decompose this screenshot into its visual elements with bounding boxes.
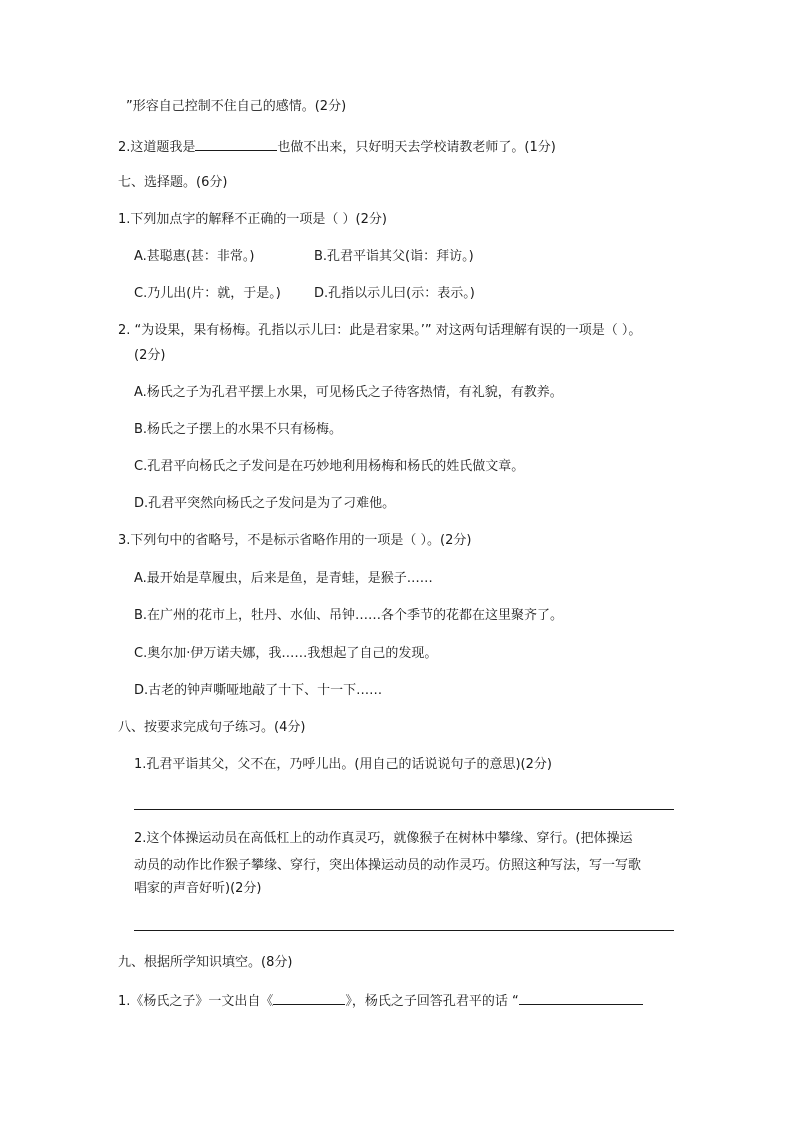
question-text: 1.《杨氏之子》一文出自《 <box>118 994 274 1009</box>
answer-line[interactable] <box>134 809 674 810</box>
fill-blank-question-9-1 <box>118 990 643 1011</box>
choice-option[interactable]: C.奥尔加·伊万诺夫娜，我……我想起了自己的发现。 <box>134 646 438 661</box>
exercise-2-line-2: 动员的动作比作猴子攀缘、穿行，突出体操运动员的动作灵巧。仿照这种写法，写一写歌 <box>134 858 642 873</box>
exercise-2-line-1: 2.这个体操运动员在高低杠上的动作真灵巧，就像猴子在树林中攀缘、穿行。(把体操运 <box>134 831 633 846</box>
answer-blank[interactable] <box>195 136 277 151</box>
choice-option[interactable]: A.甚聪惠(甚：非常。) <box>134 249 255 264</box>
choice-option[interactable]: D.孔指以示儿曰(示：表示。) <box>314 286 475 301</box>
section-heading-8: 八、按要求完成句子练习。(4分) <box>118 720 306 735</box>
choice-question-1: 1.下列加点字的解释不正确的一项是（ ）(2分) <box>118 212 387 227</box>
choice-option[interactable]: D.古老的钟声嘶哑地敲了十下、十一下…… <box>134 683 383 698</box>
exercise-2-line-3: 唱家的声音好听)(2分) <box>134 881 262 896</box>
choice-question-3: 3.下列句中的省略号，不是标示省略作用的一项是（ ）。(2分) <box>118 533 472 548</box>
text-line-continuation: ”形容自己控制不住自己的感情。(2分) <box>126 99 347 114</box>
choice-question-2: 2. “为设果，果有杨梅。孔指以示儿曰：此是君家果。’” 对这两句话理解有误的一项是（ ）。 <box>118 323 642 338</box>
question-text: 2.这道题我是 <box>118 140 196 155</box>
choice-option[interactable]: B.杨氏之子摆上的水果不只有杨梅。 <box>134 422 343 437</box>
answer-line[interactable] <box>134 930 674 931</box>
question-text: 也做不出来，只好明天去学校请教老师了。(1分) <box>277 140 556 155</box>
choice-option[interactable]: C.乃儿出(片：就，于是。) <box>134 286 281 301</box>
choice-option[interactable]: A.最开始是草履虫，后来是鱼，是青蛙，是猴子…… <box>134 571 433 586</box>
choice-option[interactable]: B.孔君平诣其父(诣：拜访。) <box>314 249 474 264</box>
choice-option[interactable]: D.孔君平突然向杨氏之子发问是为了刁难他。 <box>134 496 396 511</box>
question-text: 》，杨氏之子回答孔君平的话 “ <box>345 994 519 1009</box>
choice-option[interactable]: C.孔君平向杨氏之子发问是在巧妙地利用杨梅和杨氏的姓氏做文章。 <box>134 459 525 474</box>
section-heading-9: 九、根据所学知识填空。(8分) <box>118 955 293 970</box>
answer-blank[interactable] <box>273 990 345 1005</box>
section-heading-7: 七、选择题。(6分) <box>118 175 228 190</box>
choice-option[interactable]: B.在广州的花市上，牡丹、水仙、吊钟……各个季节的花都在这里聚齐了。 <box>134 608 564 623</box>
question-score: (2分) <box>134 348 166 363</box>
answer-blank[interactable] <box>519 990 643 1005</box>
fill-blank-question-2 <box>118 136 556 157</box>
exercise-1: 1.孔君平诣其父，父不在，乃呼儿出。(用自己的话说说句子的意思)(2分) <box>134 757 552 772</box>
choice-option[interactable]: A.杨氏之子为孔君平摆上水果，可见杨氏之子待客热情，有礼貌，有教养。 <box>134 385 563 400</box>
